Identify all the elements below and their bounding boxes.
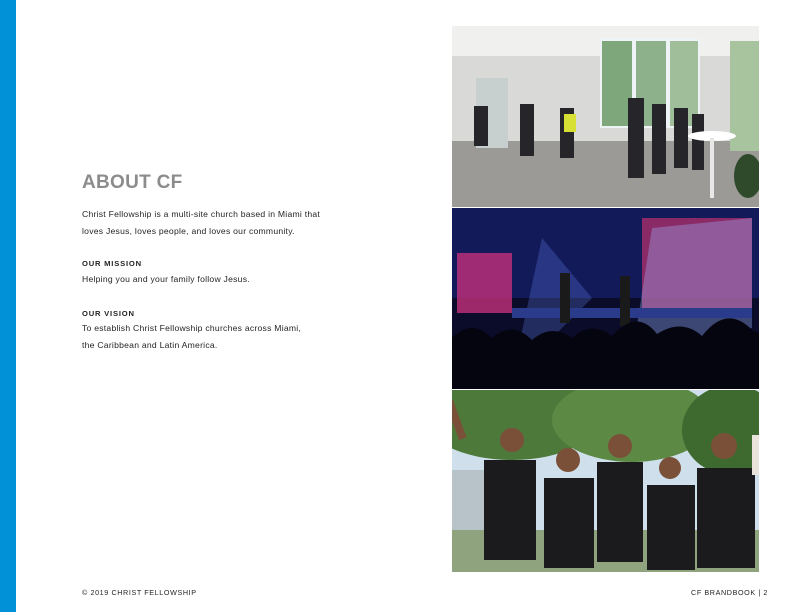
vision-label: OUR VISION — [82, 309, 135, 318]
about-line: loves Jesus, loves people, and loves our community. — [82, 226, 295, 236]
vision-line: To establish Christ Fellowship churches across Miami, — [82, 323, 302, 333]
footer-copyright: © 2019 CHRIST FELLOWSHIP — [82, 588, 197, 597]
vision-paragraph — [82, 320, 382, 354]
footer-page-number: CF BRANDBOOK | 2 — [691, 588, 768, 597]
vision-line: the Caribbean and Latin America. — [82, 340, 218, 350]
about-heading: ABOUT CF — [82, 172, 183, 193]
accent-side-bar — [0, 0, 16, 612]
photo-outdoor-group — [452, 390, 759, 572]
photo-concert-stage — [452, 208, 759, 389]
mission-label: OUR MISSION — [82, 259, 142, 268]
about-line: Christ Fellowship is a multi-site church based in Miami that — [82, 209, 321, 219]
mission-text: Helping you and your family follow Jesus. — [82, 274, 250, 284]
about-paragraph — [82, 206, 382, 240]
photo-indoor-worship — [452, 26, 759, 207]
